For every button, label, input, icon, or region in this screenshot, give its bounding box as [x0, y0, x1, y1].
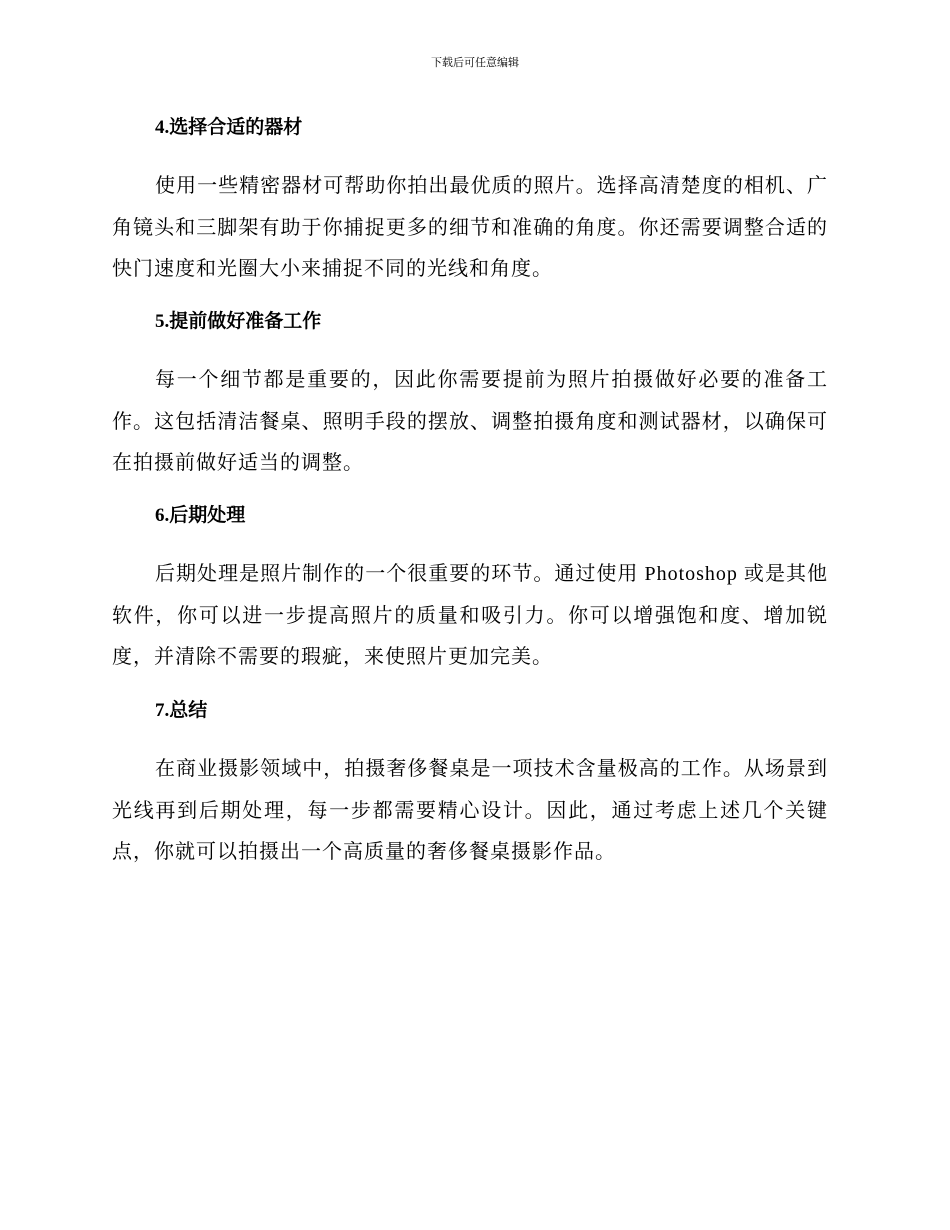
section-paragraph: 在商业摄影领域中，拍摄奢侈餐桌是一项技术含量极高的工作。从场景到光线再到后期处理，每一步都需要精心设计。因此，通过考虑上述几个关键点，你就可以拍摄出一个高质量的奢侈餐桌摄影作品。 [112, 758, 828, 863]
section-heading: 4.选择合适的器材 [155, 117, 303, 138]
section-paragraph: 后期处理是照片制作的一个很重要的环节。通过使用 Photoshop 或是其他软件，你可以进一步提高照片的质量和吸引力。你可以增强饱和度、增加锐度，并清除不需要的瑕疵，来使照片更加完美。 [112, 563, 828, 668]
section-heading: 6.后期处理 [155, 505, 246, 526]
page-header: 下载后可任意编辑 [431, 57, 519, 69]
section-heading: 7.总结 [155, 700, 208, 721]
section-4 [112, 116, 828, 291]
section-7 [112, 699, 828, 874]
section-paragraph: 使用一些精密器材可帮助你拍出最优质的照片。选择高清楚度的相机、广角镜头和三脚架有助于你捕捉更多的细节和准确的角度。你还需要调整合适的快门速度和光圈大小来捕捉不同的光线和角度。 [112, 175, 828, 280]
section-heading: 5.提前做好准备工作 [155, 311, 322, 332]
section-5 [112, 310, 828, 485]
section-paragraph: 每一个细节都是重要的，因此你需要提前为照片拍摄做好必要的准备工作。这包括清洁餐桌、照明手段的摆放、调整拍摄角度和测试器材，以确保可在拍摄前做好适当的调整。 [112, 369, 828, 474]
section-6 [112, 504, 828, 679]
